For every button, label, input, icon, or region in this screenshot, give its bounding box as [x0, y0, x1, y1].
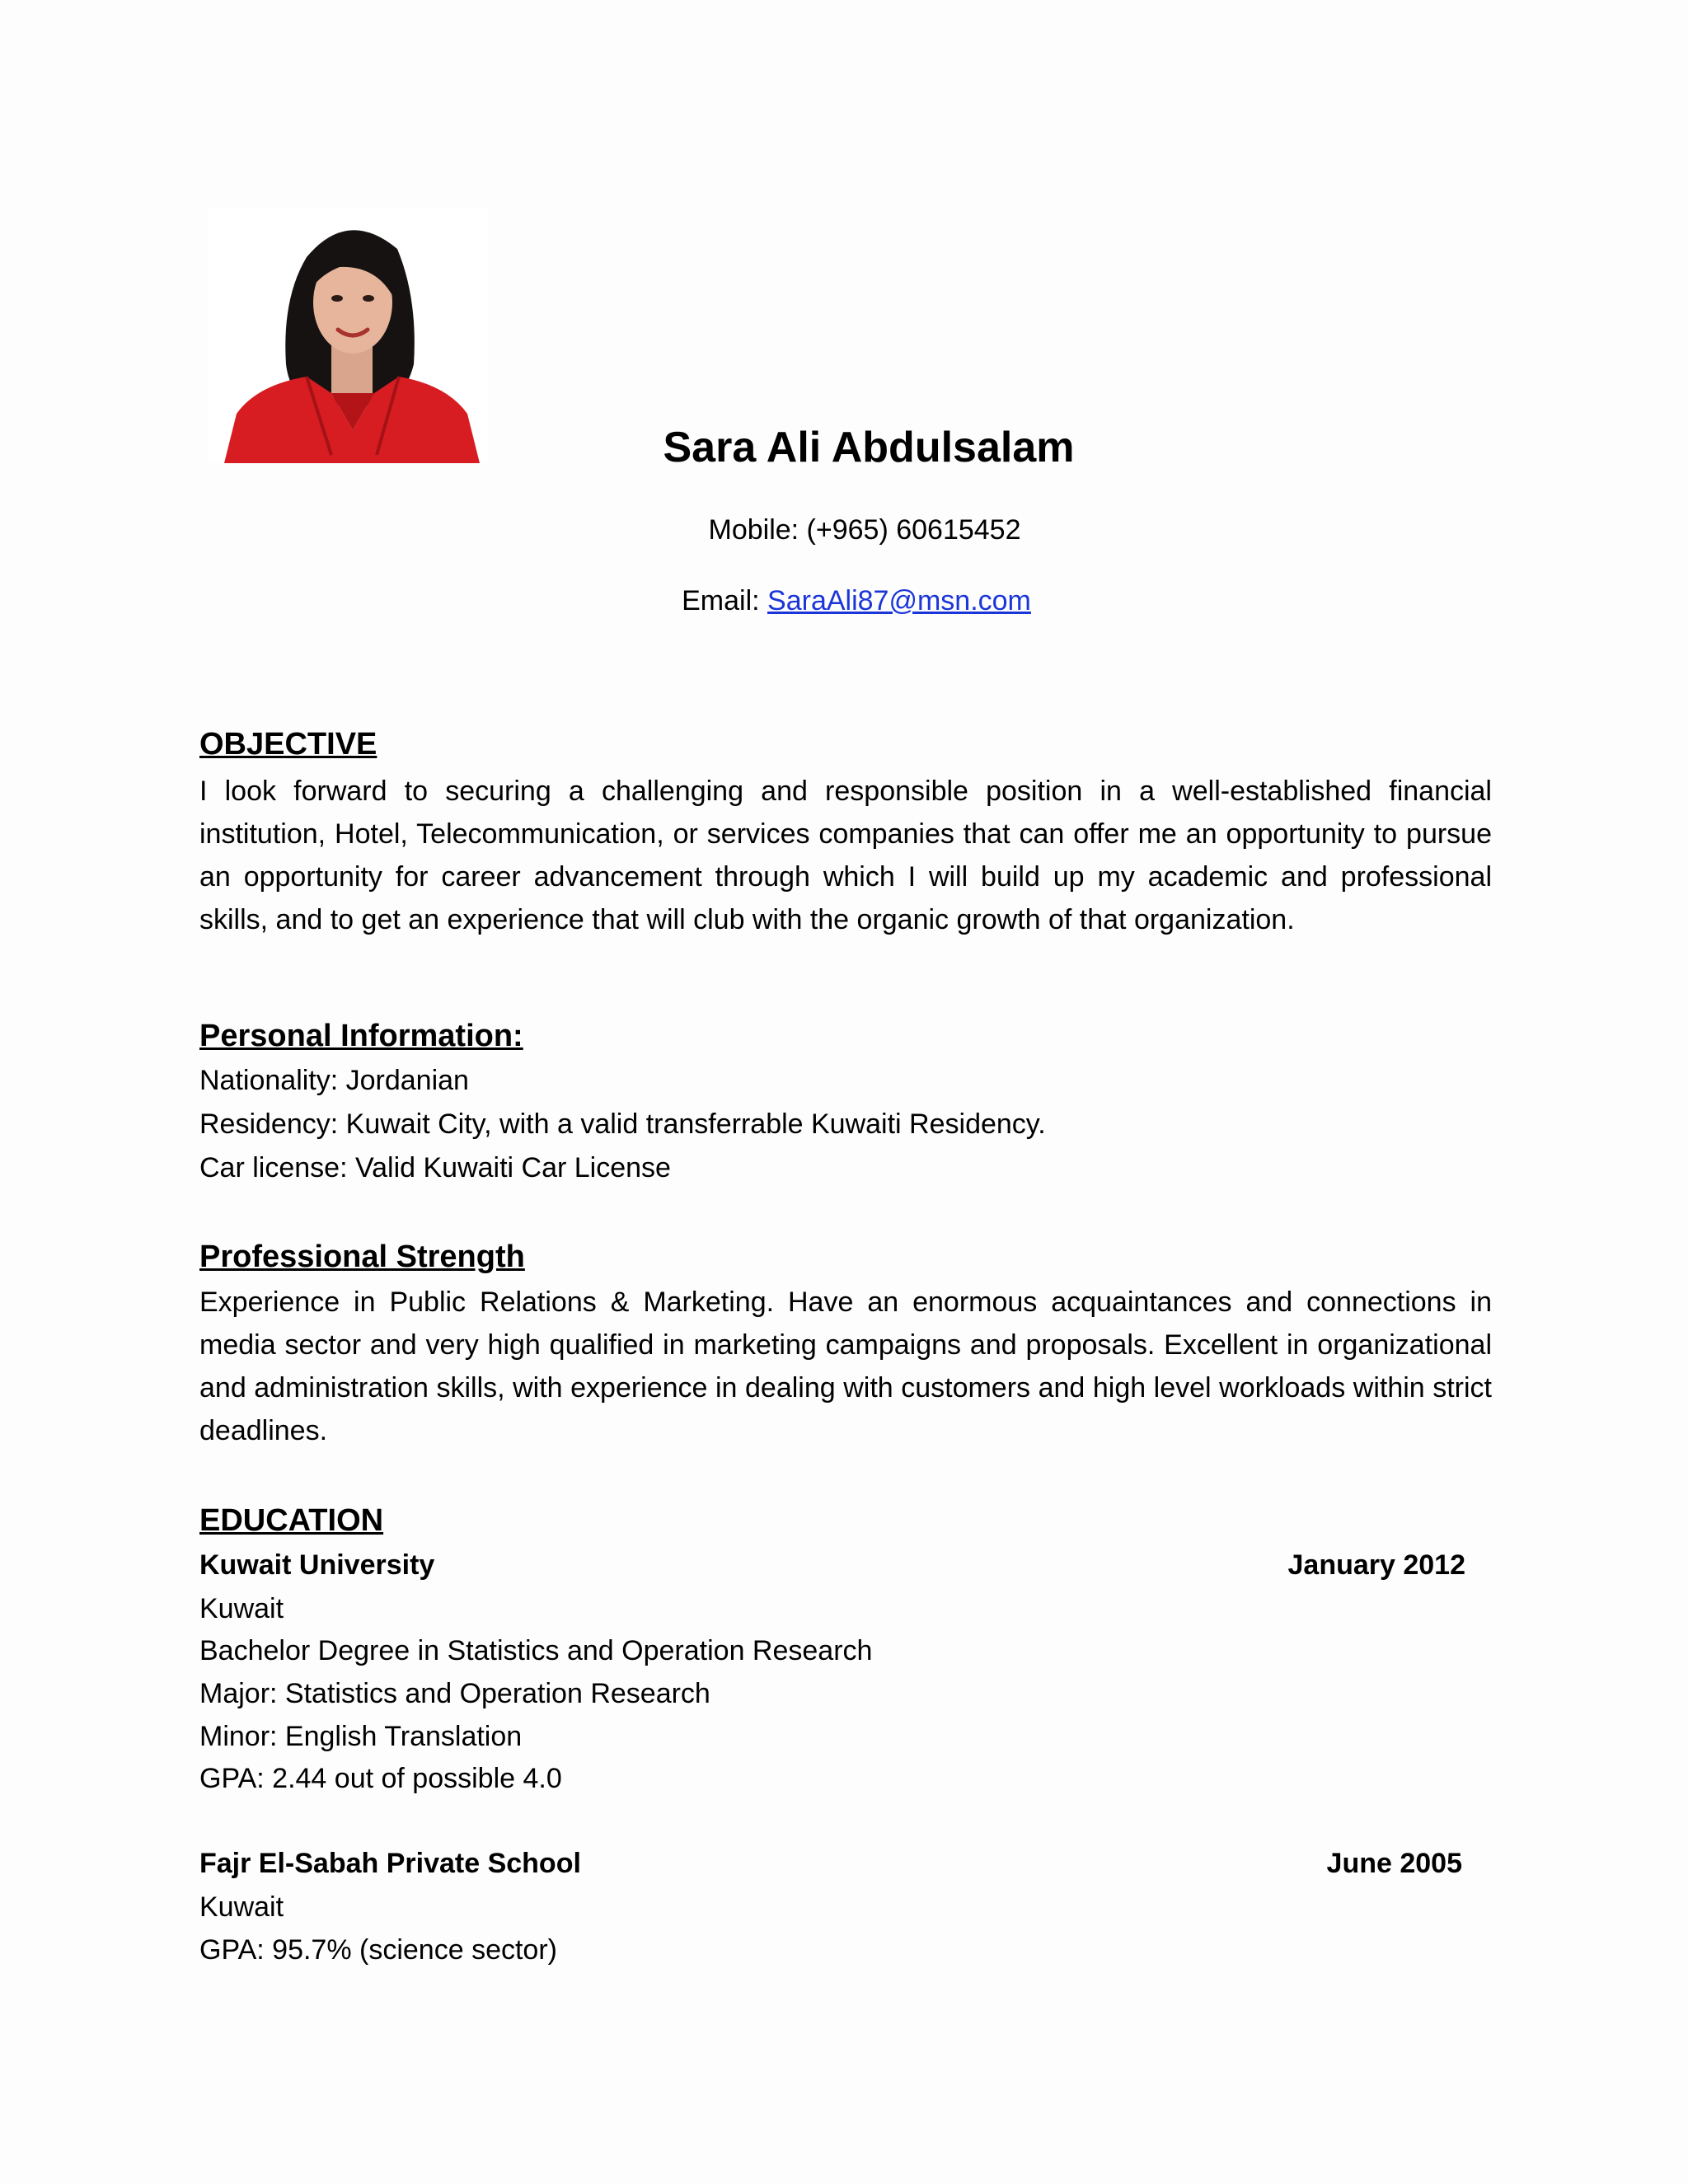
education-detail: Minor: English Translation: [199, 1721, 523, 1752]
objective-heading: OBJECTIVE: [199, 727, 377, 762]
school-name: Kuwait University: [199, 1549, 435, 1581]
mobile-number: Mobile: (+965) 60615452: [708, 514, 1021, 546]
education-detail: Kuwait: [199, 1593, 284, 1624]
education-entry-header: [199, 1544, 1465, 1586]
professional-strength-text: Experience in Public Relations & Marketing. Have an enormous acquaintances and connections in media sector and very high qualified in marketing campaigns and proposals. Excellent in organizational and administration skills, with experience in dealing with customers and high level workloads within strict deadlines.: [199, 1286, 1492, 1446]
education-detail: GPA: 95.7% (science sector): [199, 1934, 557, 1966]
education-detail: GPA: 2.44 out of possible 4.0: [199, 1763, 562, 1794]
car-license-line: Car license: Valid Kuwaiti Car License: [199, 1152, 671, 1183]
education-entry-header: [199, 1843, 1462, 1884]
education-detail: Major: Statistics and Operation Research: [199, 1678, 710, 1709]
candidate-name: Sara Ali Abdulsalam: [663, 424, 1075, 471]
email-line: [0, 582, 1688, 620]
education-heading: EDUCATION: [199, 1503, 384, 1538]
graduation-date: June 2005: [1326, 1848, 1462, 1879]
residency-line: Residency: Kuwait City, with a valid transferrable Kuwaiti Residency.: [199, 1108, 1046, 1140]
personal-info-heading: Personal Information:: [199, 1019, 523, 1053]
email-link[interactable]: SaraAli87@msn.com: [767, 585, 1031, 616]
professional-strength-heading: Professional Strength: [199, 1240, 525, 1274]
nationality-line: Nationality: Jordanian: [199, 1065, 469, 1096]
email-label: Email:: [682, 585, 768, 616]
objective-text: I look forward to securing a challenging and responsible position in a well-established financial institution, Hotel, Telecommunication, or services companies that can offer me an opportunity to pursue an opportunity for career advancement through which I will build up my academic and professional skills, and to get an experience that will club with the organic growth of that organization.: [199, 776, 1492, 935]
education-detail: Bachelor Degree in Statistics and Operation Research: [199, 1635, 873, 1666]
education-detail: Kuwait: [199, 1891, 284, 1923]
school-name: Fajr El-Sabah Private School: [199, 1848, 581, 1879]
graduation-date: January 2012: [1287, 1549, 1465, 1581]
